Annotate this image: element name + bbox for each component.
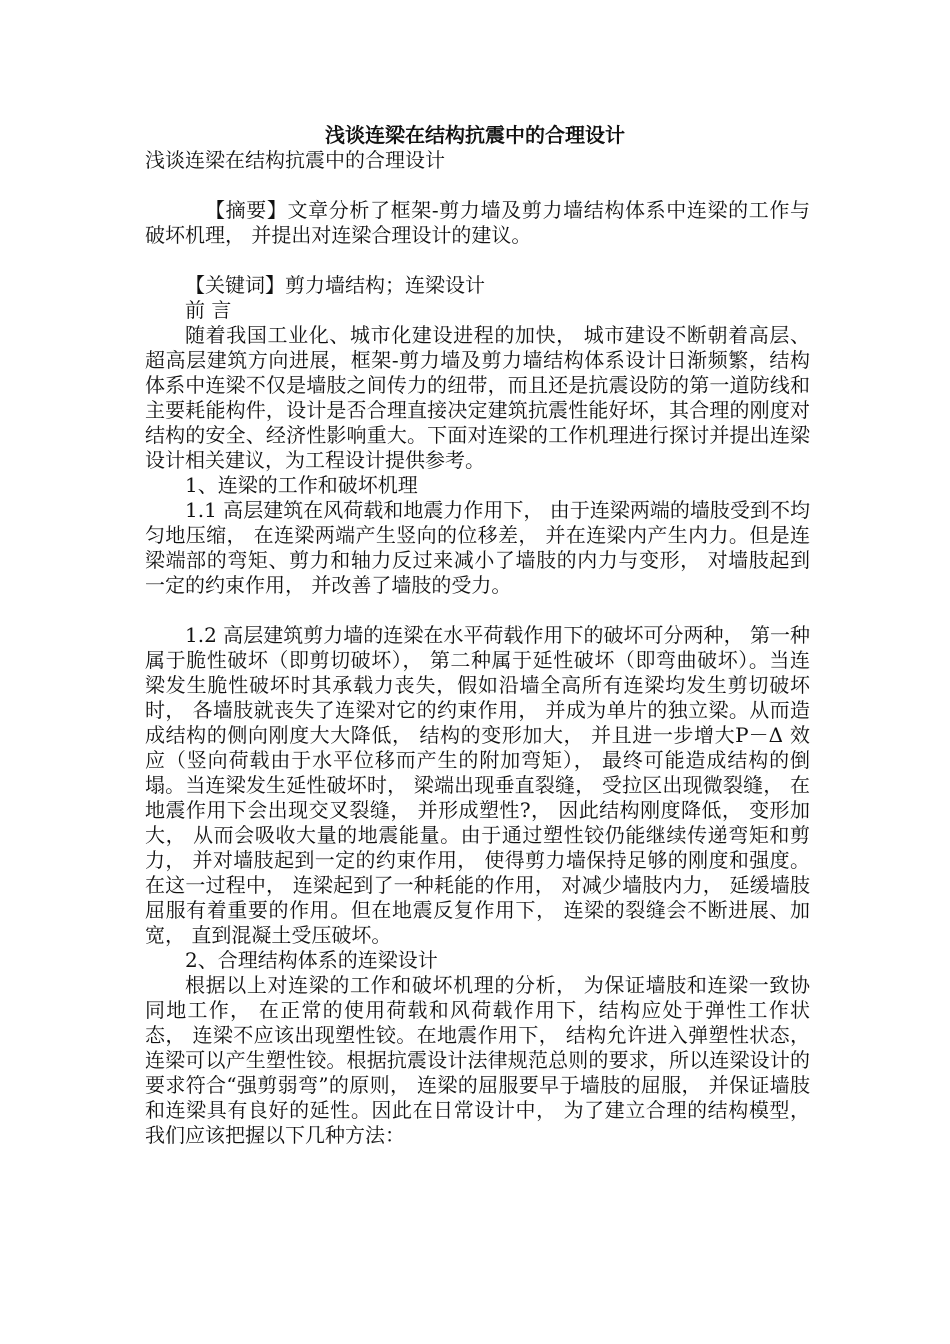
section-2-heading: 2、合理结构体系的连梁设计 [185, 948, 438, 972]
keywords-paragraph: 【关键词】剪力墙结构；连梁设计 [185, 273, 485, 297]
section-1-paragraph-2: 1.2 高层建筑剪力墙的连梁在水平荷载作用下的破坏可分两种， 第一种属于脆性破坏（即剪切破坏）， 第二种属于延性破坏（即弯曲破坏）。当连梁发生脆性破坏时其承载力丧失，假如沿墙全高所有连梁均发生剪切破坏时， 各墙肢就丧失了连梁对它的约束作用， 并成为单片的独立梁。从而造成结构的侧向刚度大大降低， 结构的变形加大， 并且进一步增大P－Δ 效应（竖向荷载由于水平位移而产生的附加弯矩）， 最终可能造成结构的倒塌。当连梁发生延性破坏时， 梁端出现垂直裂缝， 受拉区出现微裂缝， 在地震作用下会出现交叉裂缝， 并形成塑性?， 因此结构刚度降低， 变形加大， 从而会吸收大量的地震能量。由于通过塑性铰仍能继续传递弯矩和剪力， 并对墙肢起到一定的约束作用， 使得剪力墙保持足够的刚度和强度。在这一过程中， 连梁起到了一种耗能的作用， 对减少墙肢内力， 延缓墙肢屈服有着重要的作用。但在地震反复作用下， 连梁的裂缝会不断进展、加宽， 直到混凝土受压破坏。 [145, 623, 810, 947]
section-1-paragraph-1: 1.1 高层建筑在风荷载和地震力作用下， 由于连梁两端的墙肢受到不均匀地压缩， 在连梁两端产生竖向的位移差， 并在连梁内产生内力。但是连梁端部的弯矩、剪力和轴力反过来减小了墙肢的内力与变形， 对墙肢起到一定的约束作用， 并改善了墙肢的受力。 [145, 498, 810, 597]
document-subtitle: 浅谈连梁在结构抗震中的合理设计 [145, 148, 445, 172]
section-1-heading: 1、连梁的工作和破坏机理 [185, 473, 418, 497]
document-body [145, 148, 810, 1148]
abstract-paragraph: 【摘要】文章分析了框架-剪力墙及剪力墙结构体系中连梁的工作与破坏机理， 并提出对连梁合理设计的建议。 [145, 198, 810, 247]
preface-paragraph: 随着我国工业化、城市化建设进程的加快， 城市建设不断朝着高层、超高层建筑方向进展，框架-剪力墙及剪力墙结构体系设计日渐频繁，结构体系中连梁不仅是墙肢之间传力的纽带，而且还是抗震设防的第一道防线和主要耗能构件，设计是否合理直接决定建筑抗震性能好坏，其合理的刚度对结构的安全、经济性影响重大。下面对连梁的工作机理进行探讨并提出连梁设计相关建议，为工程设计提供参考。 [145, 323, 810, 472]
section-2-paragraph-1: 根据以上对连梁的工作和破坏机理的分析， 为保证墙肢和连梁一致协同地工作， 在正常的使用荷载和风荷载作用下，结构应处于弹性工作状态， 连梁不应该出现塑性铰。在地震作用下， 结构允许进入弹塑性状态， 连梁可以产生塑性铰。根据抗震设计法律规范总则的要求，所以连梁设计的要求符合“强剪弱弯”的原则， 连梁的屈服要早于墙肢的屈服， 并保证墙肢和连梁具有良好的延性。因此在日常设计中， 为了建立合理的结构模型， 我们应该把握以下几种方法： [145, 973, 810, 1147]
document-title: 浅谈连梁在结构抗震中的合理设计 [325, 123, 625, 147]
preface-heading: 前 言 [185, 298, 232, 322]
